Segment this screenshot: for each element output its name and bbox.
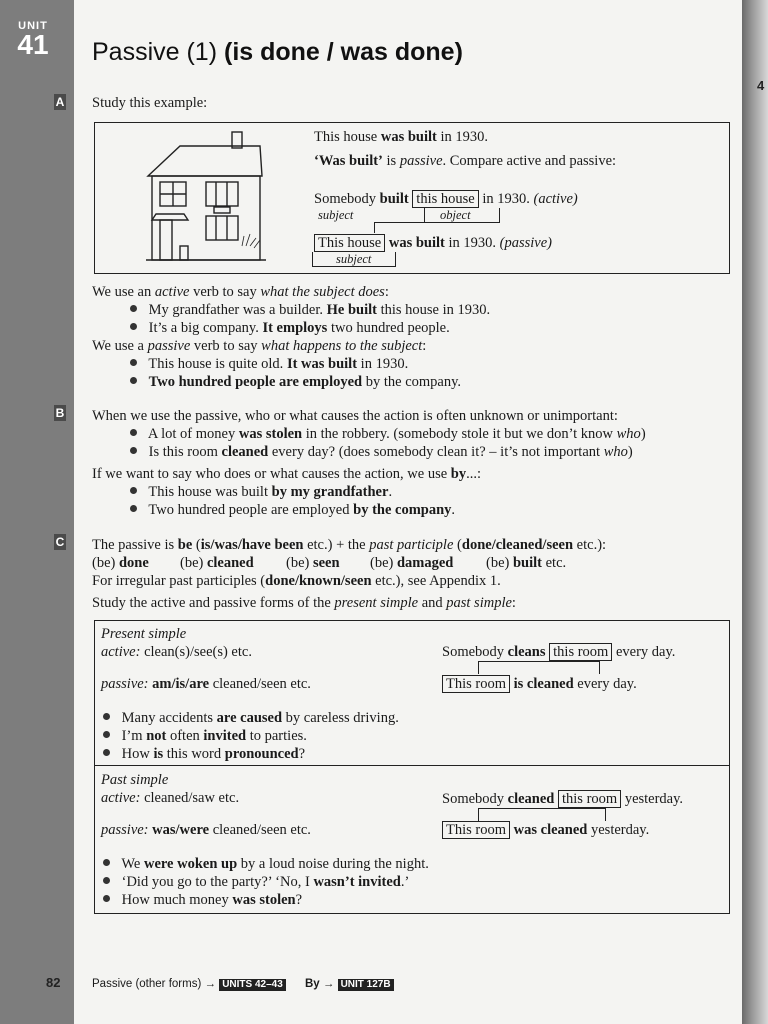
text-bold: pronounced — [224, 746, 299, 762]
by-rule — [92, 465, 481, 483]
object-box: this room — [549, 643, 612, 661]
present-active-example — [442, 643, 675, 661]
study-forms — [92, 594, 516, 612]
list-item — [130, 443, 633, 461]
page-number: 82 — [46, 975, 61, 990]
list-item — [130, 501, 455, 519]
section-label-a: A — [55, 95, 65, 109]
text: (be) — [180, 555, 207, 571]
text-bold: cleans — [507, 644, 546, 660]
unit-number: 41 — [17, 29, 49, 60]
text-bold: cleaned — [206, 555, 254, 571]
example-line-1 — [314, 128, 488, 146]
text: : — [422, 338, 427, 354]
past-active-forms — [101, 789, 239, 807]
past-active-example — [442, 790, 683, 808]
connector-line — [374, 222, 465, 233]
text: to parties. — [246, 728, 307, 744]
text: We use a — [92, 338, 148, 354]
section-label-b: B — [55, 406, 65, 420]
unit-label: UNIT — [18, 20, 48, 32]
text-bold: not — [146, 728, 167, 744]
text: The passive is — [92, 537, 178, 553]
text: every day. — [612, 644, 676, 660]
list-item — [130, 319, 450, 337]
text: etc.) + the — [303, 537, 370, 553]
text-bold: by my grandfather — [271, 484, 389, 500]
text: Somebody — [442, 791, 508, 807]
text: cleaned/seen etc. — [209, 676, 311, 692]
section-b-intro: When we use the passive, who or what causes the action is often unknown or unimportant: — [92, 408, 618, 424]
text: (be) — [92, 555, 119, 571]
text: etc.): — [573, 537, 607, 553]
text: We — [121, 856, 144, 872]
subject-bracket — [312, 252, 396, 267]
text: ...: — [466, 466, 482, 482]
text: I’m — [121, 728, 147, 744]
text: every day? (does somebody clean it? – it’s not important — [268, 444, 604, 460]
text: cleaned/seen etc. — [209, 822, 311, 838]
text: by careless driving. — [282, 710, 399, 726]
irregular-note — [92, 572, 501, 590]
text: : — [384, 284, 389, 300]
text: Somebody — [314, 191, 380, 207]
text: cleaned/saw etc. — [144, 790, 240, 806]
participle-built — [486, 554, 566, 572]
passive-tag: (passive) — [499, 235, 552, 251]
text-bold: ‘Was built’ — [314, 153, 383, 169]
present-active-forms — [101, 643, 252, 661]
text-bold: by — [450, 466, 467, 482]
text: in the robbery. (somebody stole it but we don’t know — [302, 426, 617, 442]
participle-done — [92, 554, 149, 572]
text-italic: who — [603, 444, 628, 460]
list-item — [130, 483, 392, 501]
text-bold: done — [118, 555, 149, 571]
text-italic: present simple — [334, 595, 419, 611]
text-bold: wasn’t invited — [313, 874, 401, 890]
text-italic: passive — [147, 338, 191, 354]
text-bold: was stolen — [238, 426, 303, 442]
past-passive-forms — [101, 821, 311, 839]
text: My grandfather was a builder. — [148, 302, 327, 318]
text: clean(s)/see(s) etc. — [144, 644, 252, 660]
text-italic: passive — [399, 153, 443, 169]
text: ( — [192, 537, 201, 553]
title-main: Passive (1) — [92, 38, 218, 66]
subject-box: This house — [314, 234, 385, 252]
example-line-2 — [314, 152, 616, 170]
text-bold: It was built — [286, 356, 358, 372]
text-bold: done/known/seen — [265, 573, 372, 589]
object-box: this house — [412, 190, 478, 208]
list-item — [103, 727, 307, 745]
text: this house in 1930. — [376, 302, 491, 318]
label-italic: passive: — [101, 822, 149, 838]
text-bold: cleaned — [507, 791, 555, 807]
footer-text: By → — [304, 978, 335, 990]
passive-formula — [92, 536, 606, 554]
text: ( — [453, 537, 462, 553]
text-italic: what the subject does — [260, 284, 385, 300]
participle-cleaned — [180, 554, 254, 572]
text: This house is quite old. — [148, 356, 287, 372]
house-illustration — [140, 128, 270, 268]
text: Many accidents — [121, 710, 217, 726]
text: etc.), see Appendix 1. — [371, 573, 501, 589]
section-a-intro: Study this example: — [92, 95, 208, 111]
present-passive-example — [442, 675, 637, 693]
unit-tag[interactable]: UNIT 127B — [338, 979, 394, 991]
active-tag: (active) — [533, 191, 578, 207]
text: Two hundred people are employed — [148, 502, 354, 518]
list-item — [130, 425, 646, 443]
passive-rule — [92, 337, 426, 355]
list-item — [103, 891, 302, 909]
subject-box: This room — [442, 821, 510, 839]
units-tag[interactable]: UNITS 42–43 — [219, 979, 286, 991]
heading-italic: Past simple — [101, 772, 169, 788]
unit-badge — [0, 18, 66, 72]
text: etc. — [541, 555, 567, 571]
list-item — [130, 373, 461, 391]
section-label-c: C — [55, 535, 65, 549]
text: Study the active and passive forms of the — [92, 595, 335, 611]
past-heading — [101, 771, 168, 789]
page-title — [92, 38, 463, 67]
text-italic: active — [154, 284, 190, 300]
text: ? — [298, 746, 306, 762]
text-bold: be — [177, 537, 193, 553]
list-item — [103, 709, 399, 727]
text: For irregular past participles ( — [92, 573, 266, 589]
text: : — [511, 595, 516, 611]
text: in 1930. — [478, 191, 530, 207]
subject-label-2: subject — [336, 252, 372, 266]
text: is — [382, 153, 400, 169]
text: We use an — [92, 284, 155, 300]
text-bold: were woken up — [143, 856, 238, 872]
text-bold: was stolen — [232, 892, 296, 908]
text-bold: built — [379, 191, 409, 207]
text: two hundred people. — [327, 320, 450, 336]
label-italic: passive: — [101, 676, 149, 692]
text: by the company. — [362, 374, 462, 390]
text: ) — [640, 426, 646, 442]
active-rule — [92, 283, 389, 301]
text-bold: was built — [380, 129, 437, 145]
text: yesterday. — [621, 791, 684, 807]
text-bold: cleaned — [221, 444, 269, 460]
list-item — [103, 745, 305, 763]
text: It’s a big company. — [148, 320, 263, 336]
past-passive-example — [442, 821, 649, 839]
text-bold: are caused — [216, 710, 283, 726]
text: This house — [314, 129, 381, 145]
list-item — [103, 873, 409, 891]
footer-crossref — [92, 978, 394, 991]
text: . — [388, 484, 393, 500]
text: yesterday. — [587, 822, 650, 838]
text: How — [121, 746, 154, 762]
text: ) — [627, 444, 633, 460]
text-bold: built — [512, 555, 542, 571]
text-bold: am/is/are — [152, 676, 210, 692]
text-bold: was/were — [152, 822, 210, 838]
object-label: object — [440, 208, 471, 222]
present-passive-forms — [101, 675, 311, 693]
text: verb to say — [189, 284, 261, 300]
connector-line — [478, 661, 600, 674]
text-italic: past participle — [369, 537, 454, 553]
text: every day. — [573, 676, 637, 692]
text-bold: is/was/have been — [200, 537, 304, 553]
participle-damaged — [370, 554, 453, 572]
list-item — [103, 855, 429, 873]
text-bold: is cleaned — [513, 676, 574, 692]
heading-italic: Present simple — [101, 626, 187, 642]
text: A lot of money — [147, 426, 239, 442]
text-bold: invited — [203, 728, 247, 744]
text: ‘Did you go to the party?’ ‘No, I — [121, 874, 314, 890]
text: in 1930. — [357, 356, 409, 372]
table-divider — [95, 765, 729, 766]
list-item — [130, 355, 408, 373]
title-bold: (is done / was done) — [224, 38, 463, 66]
text: . Compare active and passive: — [442, 153, 617, 169]
text-bold: was cleaned — [513, 822, 588, 838]
text: (be) — [486, 555, 513, 571]
text-bold: was built — [388, 235, 445, 251]
text: in 1930. — [436, 129, 489, 145]
text-bold: is — [153, 746, 164, 762]
text: (be) — [286, 555, 313, 571]
text-bold: seen — [312, 555, 340, 571]
text: in 1930. — [444, 235, 497, 251]
participle-seen — [286, 554, 340, 572]
text: (be) — [370, 555, 397, 571]
label-italic: active: — [101, 790, 141, 806]
next-page-edge — [742, 0, 768, 1024]
subject-label: subject — [318, 208, 354, 222]
present-heading — [101, 625, 186, 643]
text-bold: are employed — [275, 374, 363, 390]
text: often — [166, 728, 204, 744]
text: by a loud noise during the night. — [237, 856, 429, 872]
text: .’ — [400, 874, 410, 890]
text: and — [418, 595, 447, 611]
footer-text: Passive (other forms) → — [92, 978, 216, 990]
text: . — [451, 502, 456, 518]
text-italic: what happens to the subject — [261, 338, 423, 354]
text-italic: who — [616, 426, 641, 442]
object-bracket — [424, 208, 500, 223]
label-italic: active: — [101, 644, 141, 660]
text-bold: Two hundred people — [148, 374, 276, 390]
text: This house was built — [148, 484, 272, 500]
text-bold: He built — [326, 302, 377, 318]
text-bold: done/cleaned/seen — [461, 537, 574, 553]
text-bold: damaged — [396, 555, 454, 571]
next-page-unit-number: 4 — [757, 78, 765, 93]
text: Somebody — [442, 644, 508, 660]
text-italic: past simple — [446, 595, 512, 611]
text-bold: It employs — [262, 320, 328, 336]
text: How much money — [121, 892, 233, 908]
connector-line — [478, 808, 606, 821]
text: this word — [163, 746, 225, 762]
text: If we want to say who does or what causes the action, we use — [92, 466, 451, 482]
text: Is this room — [148, 444, 222, 460]
object-box: this room — [558, 790, 621, 808]
text: verb to say — [190, 338, 262, 354]
text-bold: by the company — [353, 502, 452, 518]
list-item — [130, 301, 490, 319]
subject-box: This room — [442, 675, 510, 693]
text: ? — [295, 892, 303, 908]
